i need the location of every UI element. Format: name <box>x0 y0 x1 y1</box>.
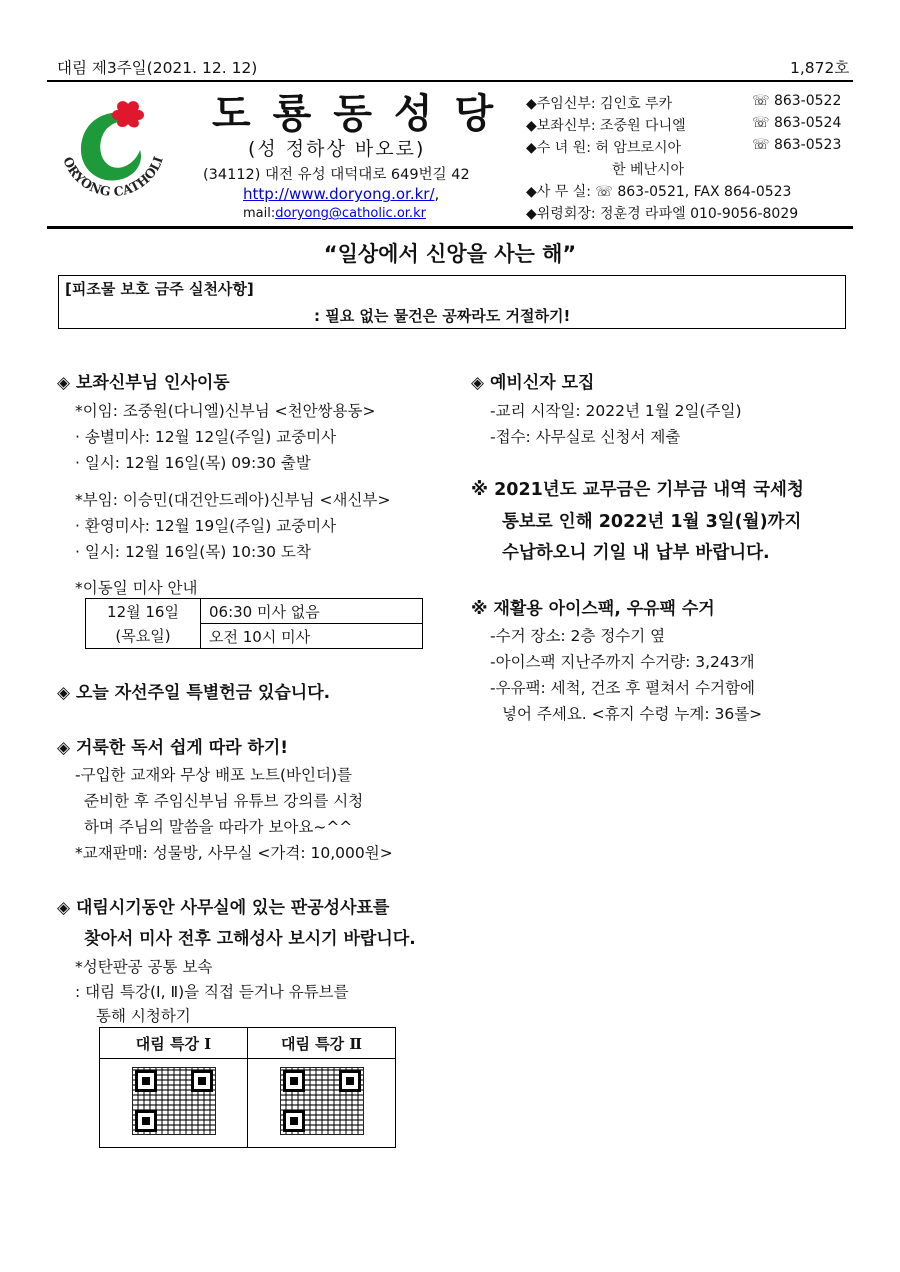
catechumen-line: -접수: 사무실로 신청서 제출 <box>490 428 681 446</box>
section-reading-title: ◈ 거룩한 독서 쉽게 따라 하기! <box>57 738 289 758</box>
phone-convent: ☏ 863-0523 <box>752 137 842 153</box>
contact-convent-2: 한 베난시아 <box>612 162 685 178</box>
contact-assistant: ◆보좌신부: 조중원 다니엘 <box>526 118 686 134</box>
contact-office: ◆사 무 실: ☏ 863-0521, FAX 864-0523 <box>526 184 792 200</box>
qr-code-2[interactable] <box>280 1067 364 1135</box>
website-line <box>243 185 439 203</box>
tithe-notice-line: 통보로 인해 2022년 1월 3일(월)까지 <box>502 512 802 532</box>
section-confession-title-2: 찾아서 미사 전후 고해성사 보시기 바랍니다. <box>84 929 416 949</box>
phone-assistant: ☏ 863-0524 <box>752 115 842 131</box>
schedule-day: (목요일) <box>115 626 171 645</box>
confession-line: 통해 시청하기 <box>96 1007 191 1025</box>
schedule-date: 12월 16일 <box>107 602 179 621</box>
tithe-notice-line: 수납하오니 기일 내 납부 바랍니다. <box>502 543 770 563</box>
reading-line: 하며 주님의 말씀을 따라가 보아요~^^ <box>84 818 353 836</box>
logo-text: ORYONG CATHOLI <box>60 154 166 200</box>
confession-line: *성탄판공 공통 보속 <box>75 958 213 976</box>
section-catechumen-title: ◈ 예비신자 모집 <box>471 373 595 393</box>
issue-number: 1,872호 <box>790 59 850 77</box>
schedule-row-2: 오전 10시 미사 <box>201 624 423 649</box>
website-suffix: , <box>434 185 440 203</box>
transfer-line: · 일시: 12월 16일(목) 10:30 도착 <box>75 543 311 561</box>
recycling-line: -아이스팩 지난주까지 수거량: 3,243개 <box>490 653 755 671</box>
contact-convent: ◆수 녀 원: 허 암브로시아 <box>526 140 681 156</box>
reading-line: 준비한 후 주임신부님 유튜브 강의를 시청 <box>84 792 364 810</box>
contact-pastor: ◆주임신부: 김인호 루카 <box>526 96 673 112</box>
section-recycling-title: ※ 재활용 아이스팩, 우유팩 수거 <box>471 599 715 619</box>
qr-code-1[interactable] <box>132 1067 216 1135</box>
church-logo <box>48 92 178 214</box>
website-link[interactable]: http://www.doryong.or.kr/ <box>243 185 435 203</box>
notice-text: : 필요 없는 물건은 공짜라도 거절하기! <box>314 307 571 325</box>
schedule-row-1: 06:30 미사 없음 <box>201 599 423 624</box>
catechumen-line: -교리 시작일: 2022년 1월 2일(주일) <box>490 402 742 420</box>
section-charity-title: ◈ 오늘 자선주일 특별헌금 있습니다. <box>57 683 331 703</box>
notice-box <box>58 275 846 329</box>
schedule-date-cell <box>86 599 201 649</box>
yearly-motto: “일상에서 신앙을 사는 해” <box>323 242 577 266</box>
transfer-line: · 환영미사: 12월 19일(주일) 교중미사 <box>75 517 337 535</box>
svg-text:DORYONG CATHOLIC <box>48 92 166 199</box>
transfer-line: · 송별미사: 12월 12일(주일) 교중미사 <box>75 428 337 446</box>
recycling-line: 넣어 주세요. <휴지 수령 누계: 36롤> <box>502 705 763 723</box>
mail-line <box>243 206 426 221</box>
recycling-line: -수거 장소: 2층 정수기 옆 <box>490 627 666 645</box>
notice-title: [피조물 보호 금주 실천사항] <box>65 280 254 298</box>
mail-link[interactable]: doryong@catholic.or.kr <box>275 206 426 221</box>
church-name: 도룡동성당 <box>212 91 516 137</box>
phone-pastor: ☏ 863-0522 <box>752 93 842 109</box>
transfer-line: · 일시: 12월 16일(목) 09:30 출발 <box>75 454 311 472</box>
transfer-line: *이임: 조중원(다니엘)신부님 <천안쌍용동> <box>75 402 376 420</box>
section-confession-title-1: ◈ 대림시기동안 사무실에 있는 판공성사표를 <box>57 898 390 918</box>
recycling-line: -우유팩: 세척, 건조 후 펼쳐서 수거함에 <box>490 679 755 697</box>
header-bottom-rule <box>47 226 853 229</box>
mail-label: mail: <box>243 206 276 221</box>
qr-cell-1 <box>100 1059 248 1148</box>
tithe-notice-line: ※ 2021년도 교무금은 기부금 내역 국세청 <box>471 480 804 500</box>
church-patron: (성 정하상 바오로) <box>248 138 426 160</box>
issue-date: 대림 제3주일(2021. 12. 12) <box>57 59 258 77</box>
qr-cell-2 <box>248 1059 396 1148</box>
church-address: (34112) 대전 유성 대덕대로 649번길 42 <box>203 167 470 183</box>
reading-line: -구입한 교재와 무상 배포 노트(바인더)를 <box>75 766 352 784</box>
reading-line: *교재판매: 성물방, 사무실 <가격: 10,000원> <box>75 844 393 862</box>
mass-schedule-table <box>85 598 423 649</box>
section-transfer-title: ◈ 보좌신부님 인사이동 <box>57 373 230 393</box>
transfer-line: *부임: 이승민(대건안드레아)신부님 <새신부> <box>75 491 391 509</box>
qr-label-2: 대림 특강 Ⅱ <box>248 1028 396 1059</box>
qr-label-1: 대림 특강 Ⅰ <box>100 1028 248 1059</box>
qr-table <box>99 1027 396 1148</box>
contact-funeral: ◆위령회장: 정훈경 라파엘 010-9056-8029 <box>526 206 799 222</box>
confession-line: : 대림 특강(Ⅰ, Ⅱ)을 직접 듣거나 유튜브를 <box>75 983 349 1001</box>
transfer-line: *이동일 미사 안내 <box>75 579 198 597</box>
